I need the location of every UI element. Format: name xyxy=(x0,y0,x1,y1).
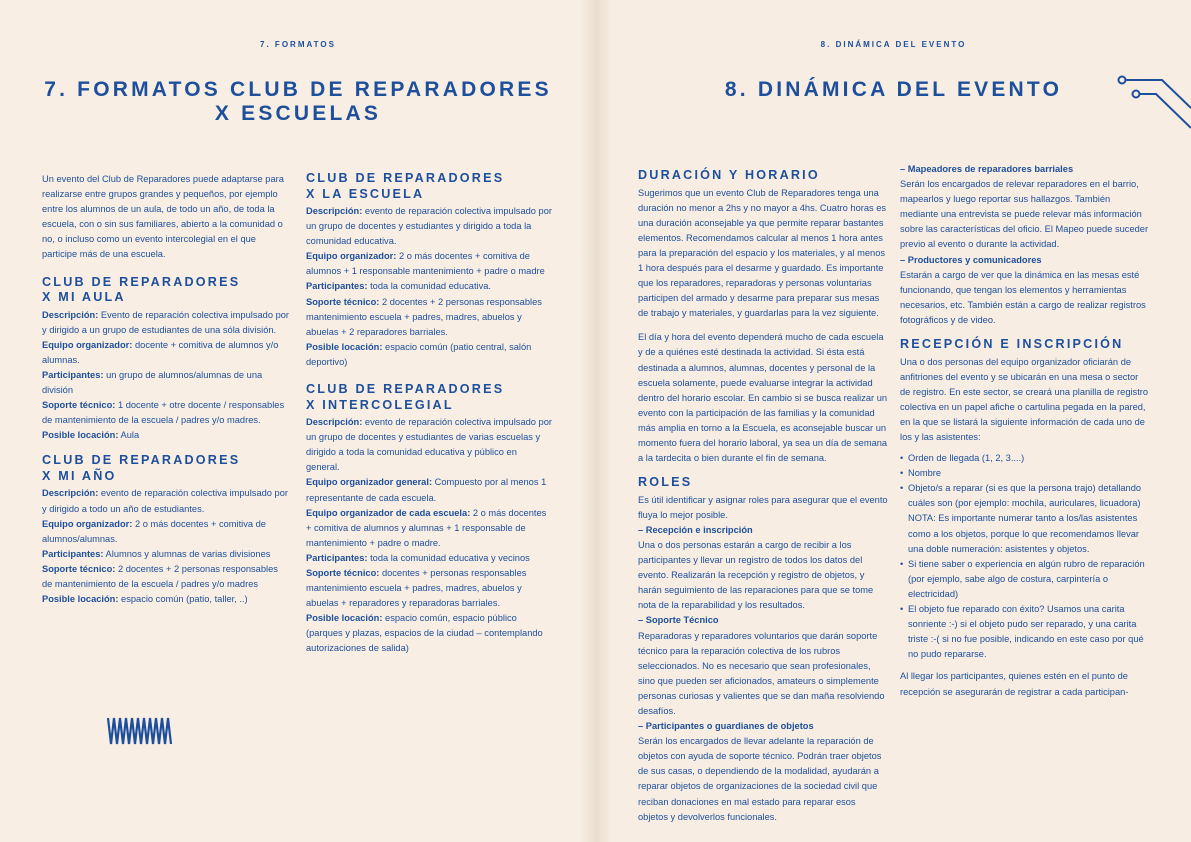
field-value: Aula xyxy=(118,430,140,441)
registro-list xyxy=(900,451,1150,662)
field-label: Descripción: xyxy=(42,309,99,320)
page-title-line-1: 7. FORMATOS CLUB DE REPARADORES xyxy=(44,78,552,101)
list-item: • El objeto fue reparado con éxito? Usamos una carita sonriente :-) si el objeto pudo ser reparado, y una carita triste :-( si no fue posible, indicando en este caso por qué no pudo repararse. xyxy=(900,602,1150,662)
page-title-line-2: X ESCUELAS xyxy=(214,102,382,125)
field-value: toda la comunidad educativa y vecinos xyxy=(367,552,530,563)
section-title-line: X LA ESCUELA xyxy=(306,186,425,201)
intro-paragraph: Un evento del Club de Reparadores puede adaptarse para realizarse entre grupos grandes y pequeños, por ejemplo entre los alumnos de un aula, de todo un año, de toda la escuela, con o sin sus familiares, abierto a la comunidad o no, o incluso como un evento intercolegial en el que participe más de una escuela. xyxy=(42,174,284,260)
right-page-column-1 xyxy=(638,168,888,825)
field-label: Soporte técnico: xyxy=(42,400,116,411)
list-item: • Objeto/s a reparar (si es que la persona trajo) detallando cuáles son (por ejemplo: mochila, auriculares, licuadora) NOTA: Es importante numerar tanto a los/las asistentes como a los objetos, porque lo que recomendamos llevar una doble numeración: asistentes y objetos. xyxy=(900,481,1150,556)
field-label: Soporte técnico: xyxy=(306,567,380,578)
running-header-right: 8. DINÁMICA DEL EVENTO xyxy=(820,40,967,49)
field-label: Equipo organizador: xyxy=(306,251,397,262)
right-page-column-2 xyxy=(900,162,1150,700)
section-title-roles: ROLES xyxy=(638,475,693,490)
role-title-mapeadores xyxy=(900,162,1150,177)
field-label: Participantes: xyxy=(306,552,368,563)
field-value: toda la comunidad educativa. xyxy=(367,281,492,292)
escuela-participantes xyxy=(306,279,552,294)
intercolegial-equipo-escuela xyxy=(306,506,552,551)
escuela-locacion xyxy=(306,340,552,370)
field-value: Alumnos y alumnas de varias divisiones xyxy=(103,548,271,559)
aula-descripcion xyxy=(42,308,290,338)
section-title-anio xyxy=(42,453,290,484)
intercolegial-participantes xyxy=(306,551,552,566)
field-label: Posible locación: xyxy=(306,341,383,352)
field-label: Soporte técnico: xyxy=(306,296,380,307)
roles-intro: Es útil identificar y asignar roles para asegurar que el evento fluya lo mejor posible. xyxy=(638,494,888,520)
anio-equipo xyxy=(42,517,290,547)
section-title-line: CLUB DE REPARADORES xyxy=(306,382,505,397)
field-value: espacio común (patio central, salón deportivo) xyxy=(306,341,532,367)
section-title-line: X INTERCOLEGIAL xyxy=(306,397,454,412)
intercolegial-soporte xyxy=(306,566,552,611)
role-title-recepcion xyxy=(638,523,888,538)
field-value: Evento de reparación colectiva impulsado por y dirigido a un grupo de estudiantes de una sóla división. xyxy=(42,309,290,335)
role-text-mapeadores: Serán los encargados de relevar reparadores en el barrio, mapearlos y luego reportar sus hallazgos. También mediante una entrevista se puede relevar más información sobre las características del oficio. El Mapeo puede suceder previo al evento o durante la actividad. xyxy=(900,179,1149,250)
field-label: Equipo organizador general: xyxy=(306,477,433,488)
book-gutter xyxy=(580,0,612,842)
right-page xyxy=(596,0,1191,842)
aula-locacion xyxy=(42,428,290,443)
section-title-line: CLUB DE REPARADORES xyxy=(42,453,241,468)
field-label: Descripción: xyxy=(42,488,99,499)
role-text-recepcion: Una o dos personas estarán a cargo de recibir a los participantes y llevar un registro de todos los datos del evento. Realizarán la recepción y registro de objetos, y harán seguimiento de las reparaciones para que se tome nota de la reparabilidad y los resultados. xyxy=(638,539,874,611)
role-title-soporte xyxy=(638,613,888,628)
field-value: evento de reparación colectiva impulsado por un grupo de docentes y estudiantes de varias escuelas y dirigido a toda la comunidad educativa y público en general. xyxy=(306,417,552,473)
role-text-soporte: Reparadoras y reparadores voluntarios que darán soporte técnico para la reparación colectiva de los rubros seleccionados. No es necesario que sean profesionales, sino que pueden ser aficionados, amateurs o simplemente personas curiosas y valientes que se dan maña resolviendo desafíos. xyxy=(638,630,885,716)
duracion-paragraph-1: Sugerimos que un evento Club de Reparadores tenga una duración no menor a 2hs y no mayor a 4hs. Cuatro horas es una duración aconsejable ya que permite reparar bastantes elementos. Recomendamos calcular al menos 1 hora antes para la preparación del espacio y los materiales, y al menos 1 hora después para el desarme y guardado. Es importante que los reparadores, reparadoras y personas voluntarias participen del armado y desarme para preparar sus mesas de trabajo y materiales, y guardarlas para la vez siguiente. xyxy=(638,187,887,319)
escuela-soporte xyxy=(306,295,552,340)
field-value: 2 docentes + 2 personas responsables mantenimiento escuela + padres, madres, abuelos y abuelas + 2 reparadores barriales. xyxy=(306,296,542,337)
role-title: – Participantes o guardianes de objetos xyxy=(638,721,814,732)
field-value: 2 o más docentes + comitiva de alumnos/alumnas. xyxy=(42,518,266,544)
field-value: Compuesto por al menos 1 representante de cada escuela. xyxy=(306,477,547,503)
field-label: Posible locación: xyxy=(306,613,383,624)
escuela-descripcion xyxy=(306,204,552,249)
section-title-line: X MI AULA xyxy=(42,290,126,305)
field-label: Equipo organizador: xyxy=(42,339,133,350)
field-value: espacio común (patio, taller, ..) xyxy=(118,594,248,605)
left-page-column-2 xyxy=(306,171,552,657)
anio-participantes xyxy=(42,547,290,562)
field-label: Descripción: xyxy=(306,417,363,428)
field-value: 2 o más docentes + comitiva de alumnos + 1 responsable mantenimiento + padre o madre xyxy=(306,251,545,277)
field-value: docentes + personas responsables mantenimiento escuela + padres, madres, abuelos y abuelas + reparadores y reparadoras barriales. xyxy=(306,567,527,609)
section-title-line: CLUB DE REPARADORES xyxy=(42,274,241,289)
role-title: – Soporte Técnico xyxy=(638,615,719,626)
field-value: evento de reparación colectiva impulsado por un grupo de docentes y estudiantes y dirigido a toda la comunidad educativa. xyxy=(306,206,552,247)
circuit-icon xyxy=(1116,74,1191,130)
list-item: • Si tiene saber o experiencia en algún rubro de reparación (por ejemplo, sabe algo de costura, carpintería o electricidad) xyxy=(900,557,1150,602)
escuela-equipo xyxy=(306,249,552,279)
list-item: • Nombre xyxy=(900,466,1150,481)
field-value: un grupo de alumnos/alumnas de una división xyxy=(42,369,263,396)
intercolegial-equipo-general xyxy=(306,475,552,505)
field-value: docente + comitiva de alumnos y/o alumnas. xyxy=(42,339,279,365)
field-value: 1 docente + otre docente / responsables de mantenimiento de la escuela / padres y/o madres. xyxy=(42,400,285,426)
field-label: Descripción: xyxy=(306,206,363,216)
role-text-productores: Estarán a cargo de ver que la dinámica en las mesas esté funcionando, que tengan los elementos y herramientas necesarios, etc. También están a cargo de realizar registros fotográficos y de video. xyxy=(900,269,1146,325)
section-title-intercolegial xyxy=(306,382,552,413)
field-label: Participantes: xyxy=(306,281,368,292)
section-title-aula xyxy=(42,275,290,306)
intercolegial-descripcion xyxy=(306,415,552,475)
recepcion-paragraph-2: Al llegar los participantes, quienes estén en el punto de recepción se asegurarán de registrar a cada participan- xyxy=(900,671,1129,697)
role-title-productores xyxy=(900,253,1150,268)
role-title: – Mapeadores de reparadores barriales xyxy=(900,164,1074,174)
aula-soporte xyxy=(42,398,290,428)
role-title: – Productores y comunicadores xyxy=(900,254,1042,265)
page-title-left xyxy=(20,78,576,126)
section-title-line: X MI AÑO xyxy=(42,468,117,483)
field-value: espacio común, espacio público (parques y plazas, espacios de la ciudad – contemplando autorizaciones de salida) xyxy=(306,613,543,654)
aula-participantes xyxy=(42,368,290,398)
page-title-right: 8. DINÁMICA DEL EVENTO xyxy=(724,78,1063,101)
role-title-participantes xyxy=(638,719,888,734)
intercolegial-locacion xyxy=(306,611,552,656)
section-title-recepcion: RECEPCIÓN E INSCRIPCIÓN xyxy=(900,337,1124,352)
aula-equipo xyxy=(42,338,290,368)
section-title-duracion: DURACIÓN Y HORARIO xyxy=(638,168,820,182)
field-label: Posible locación: xyxy=(42,594,119,605)
role-title: – Recepción e inscripción xyxy=(638,524,753,535)
zigzag-icon xyxy=(106,716,174,746)
anio-descripcion xyxy=(42,486,290,516)
field-value: 2 o más docentes + comitiva de alumnos y alumnas + 1 responsable de mantenimiento + padre o madre. xyxy=(306,507,547,548)
field-value: 2 docentes + 2 personas responsables de mantenimiento de la escuela / padres y/o madres xyxy=(42,563,278,589)
role-text-participantes: Serán los encargados de llevar adelante la reparación de objetos con ayuda de soporte técnico. Podrán traer objetos de sus casas, o dependiendo de la modalidad, ayudarán a reparar objetos de organizaciones de la sociedad civil que reciban donaciones en mal estado para reparar esos objetos y devolverlos funcionales. xyxy=(638,736,882,822)
field-label: Participantes: xyxy=(42,369,104,380)
left-column xyxy=(42,172,290,607)
duracion-paragraph-2: El día y hora del evento dependerá mucho de cada escuela y de a quiénes esté destinada la actividad. Si ésta está destinada a alumnos, alumnas, docentes y personal de la escuela solamente, puede evaluarse integrar la actividad dentro del horario escolar. En cambio si se busca realizar un evento con la participación de las familias y la comunidad más amplia en torno a la Escuela, es aconsejable buscar un momento fuera del horario laboral, ya sea un día de semana a la tardecita o bien durante el fin de semana. xyxy=(638,332,888,464)
field-label: Equipo organizador de cada escuela: xyxy=(306,507,471,518)
section-title-escuela xyxy=(306,171,552,202)
anio-soporte xyxy=(42,562,290,592)
section-title-line: CLUB DE REPARADORES xyxy=(306,171,505,185)
field-label: Participantes: xyxy=(42,548,104,559)
field-value: evento de reparación colectiva impulsado por y dirigido a todo un año de estudiantes. xyxy=(42,488,288,514)
anio-locacion xyxy=(42,592,290,607)
field-label: Soporte técnico: xyxy=(42,563,116,574)
list-item: • Orden de llegada (1, 2, 3....) xyxy=(900,451,1150,466)
field-label: Posible locación: xyxy=(42,430,119,441)
running-header-left: 7. FORMATOS xyxy=(260,40,336,49)
field-label: Equipo organizador: xyxy=(42,518,133,529)
recepcion-paragraph-1: Una o dos personas del equipo organizador oficiarán de anfitriones del evento y se ubicarán en una mesa o sector de registro. En este sector, se creará una planilla de registro colectiva en un papel afiche o cartulina pegada en la pared, en la que se listará la siguiente información de cada uno de los y las asistentes: xyxy=(900,356,1149,442)
